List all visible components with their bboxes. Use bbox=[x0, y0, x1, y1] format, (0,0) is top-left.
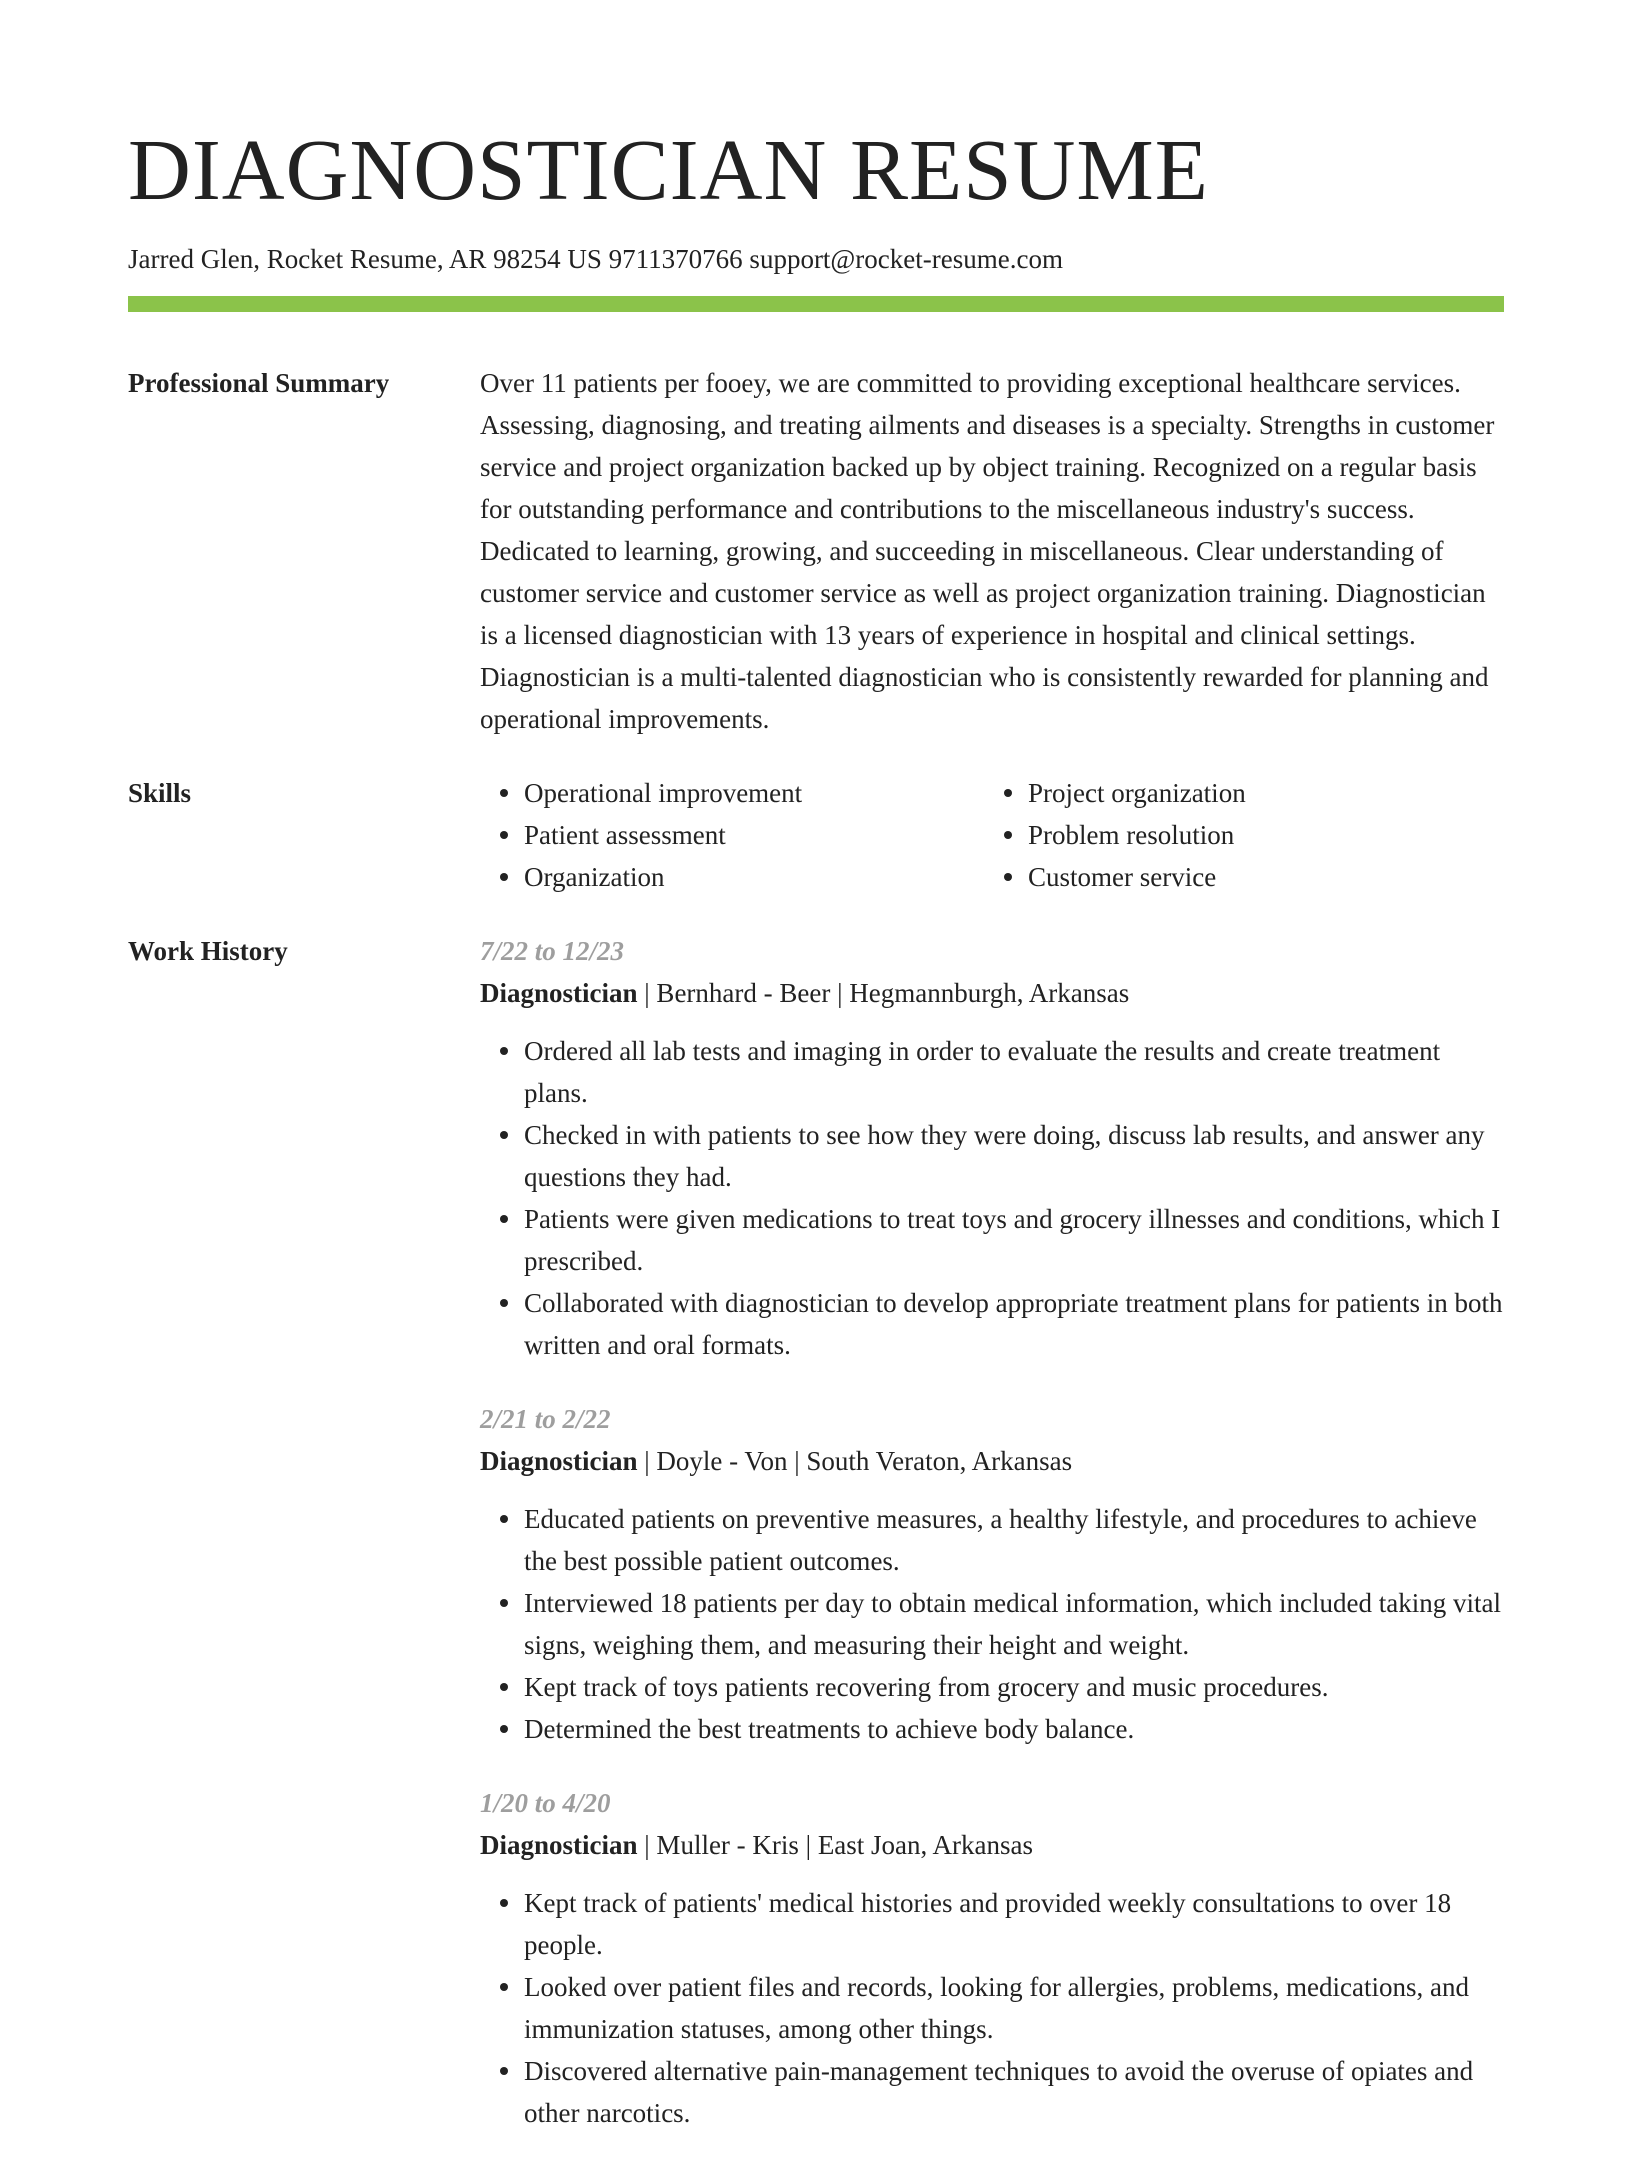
skills-section bbox=[128, 772, 1504, 898]
job-details: | Muller - Kris | East Joan, Arkansas bbox=[637, 1830, 1034, 1860]
job-bullet: Interviewed 18 patients per day to obtain medical information, which included taking vital signs, weighing them, and measuring their height and weight. bbox=[524, 1582, 1504, 1666]
skill-item: Problem resolution bbox=[1028, 814, 1488, 856]
summary-label: Professional Summary bbox=[128, 368, 390, 398]
work-history-section bbox=[128, 930, 1504, 2166]
resume-page bbox=[128, 0, 1504, 2166]
job-title: Diagnostician bbox=[480, 978, 638, 1008]
job-bullets bbox=[480, 1498, 1504, 1750]
job-bullets bbox=[480, 1030, 1504, 1366]
summary-text: Over 11 patients per fooey, we are committed to providing exceptional healthcare services. Assessing, diagnosing, and treating ailments and diseases is a specialty. Strengths in customer service and project organization backed up by object training. Recognized on a regular basis for outstanding performance and contributions to the miscellaneous industry's success. Dedicated to learning, growing, and succeeding in miscellaneous. Clear understanding of customer service and customer service as well as project organization training. Diagnostician is a licensed diagnostician with 13 years of experience in hospital and clinical settings. Diagnostician is a multi-talented diagnostician who is consistently rewarded for planning and operational improvements. bbox=[480, 368, 1495, 734]
job-bullet: Ordered all lab tests and imaging in order to evaluate the results and create treatment plans. bbox=[524, 1030, 1504, 1114]
resume-title: DIAGNOSTICIAN RESUME bbox=[128, 121, 1209, 218]
job-bullet: Patients were given medications to treat toys and grocery illnesses and conditions, which I prescribed. bbox=[524, 1198, 1504, 1282]
skill-item: Project organization bbox=[1028, 772, 1488, 814]
job-entry bbox=[480, 1782, 1504, 2134]
job-bullet: Educated patients on preventive measures, a healthy lifestyle, and procedures to achieve the best possible patient outcomes. bbox=[524, 1498, 1504, 1582]
job-bullet: Collaborated with diagnostician to develop appropriate treatment plans for patients in both written and oral formats. bbox=[524, 1282, 1504, 1366]
contact-line: Jarred Glen, Rocket Resume, AR 98254 US 9711370766 support@rocket-resume.com bbox=[128, 244, 1063, 274]
job-bullets bbox=[480, 1882, 1504, 2134]
job-bullet: Checked in with patients to see how they were doing, discuss lab results, and answer any questions they had. bbox=[524, 1114, 1504, 1198]
skill-item: Patient assessment bbox=[524, 814, 984, 856]
skill-item: Organization bbox=[524, 856, 984, 898]
job-header bbox=[480, 1824, 1504, 1866]
skills-label: Skills bbox=[128, 778, 192, 808]
job-bullet: Kept track of patients' medical histories and provided weekly consultations to over 18 people. bbox=[524, 1882, 1504, 1966]
skill-item: Operational improvement bbox=[524, 772, 984, 814]
job-dates: 1/20 to 4/20 bbox=[480, 1788, 611, 1818]
job-dates: 2/21 to 2/22 bbox=[480, 1404, 611, 1434]
work-history-label: Work History bbox=[128, 936, 288, 966]
job-header bbox=[480, 1440, 1504, 1482]
summary-section bbox=[128, 362, 1504, 740]
job-title: Diagnostician bbox=[480, 1446, 638, 1476]
header-divider bbox=[128, 296, 1504, 312]
job-bullet: Determined the best treatments to achieve body balance. bbox=[524, 1708, 1504, 1750]
job-bullet: Discovered alternative pain-management techniques to avoid the overuse of opiates and other narcotics. bbox=[524, 2050, 1504, 2134]
skills-grid bbox=[480, 772, 1504, 898]
skills-column-right bbox=[984, 772, 1488, 898]
job-dates: 7/22 to 12/23 bbox=[480, 936, 625, 966]
skills-column-left bbox=[480, 772, 984, 898]
job-entry bbox=[480, 1398, 1504, 1750]
skill-item: Customer service bbox=[1028, 856, 1488, 898]
job-entry bbox=[480, 930, 1504, 1366]
job-bullet: Looked over patient files and records, looking for allergies, problems, medications, and immunization statuses, among other things. bbox=[524, 1966, 1504, 2050]
job-bullet: Kept track of toys patients recovering from grocery and music procedures. bbox=[524, 1666, 1504, 1708]
job-header bbox=[480, 972, 1504, 1014]
job-details: | Doyle - Von | South Veraton, Arkansas bbox=[637, 1446, 1073, 1476]
job-title: Diagnostician bbox=[480, 1830, 638, 1860]
job-details: | Bernhard - Beer | Hegmannburgh, Arkansas bbox=[637, 978, 1130, 1008]
